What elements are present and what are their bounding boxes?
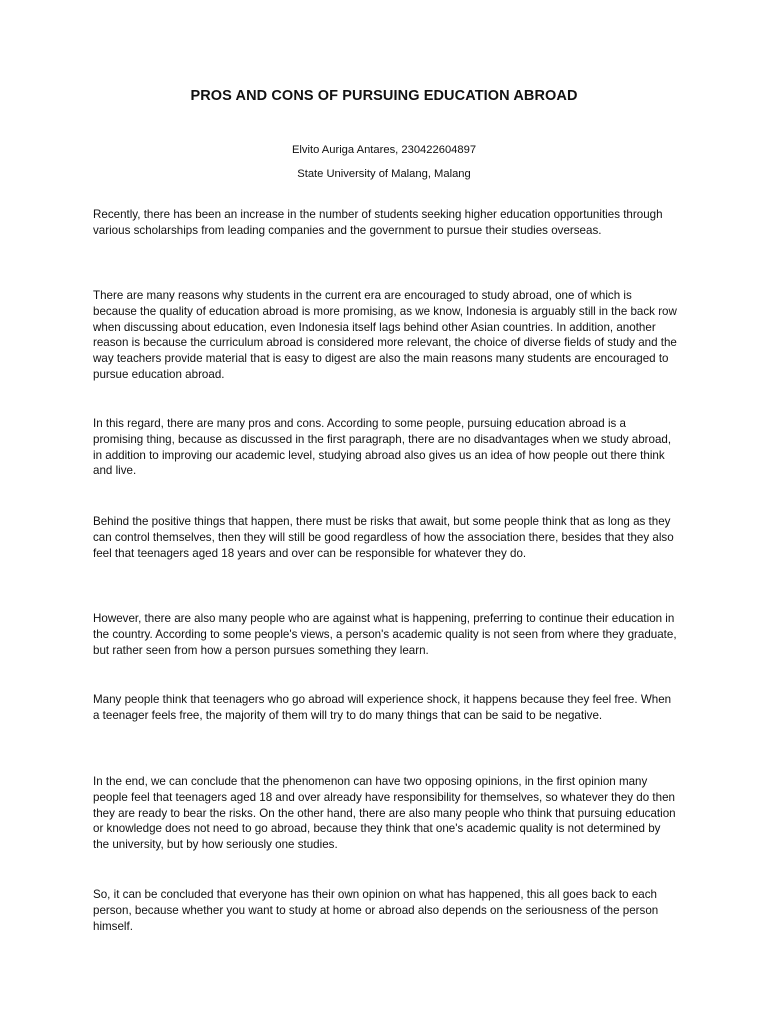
- paragraph-5: However, there are also many people who are against what is happening, preferring to continue their education in the country. According to some people's views, a person's academic quality is not seen from where they graduate, but rather seen from how a person pursues something they learn.: [93, 612, 677, 657]
- affiliation-line: State University of Malang, Malang: [297, 168, 471, 180]
- document-title: PROS AND CONS OF PURSUING EDUCATION ABROAD: [190, 88, 578, 104]
- paragraph-2: There are many reasons why students in the current era are encouraged to study abroad, one of which is because the quality of education abroad is more promising, as we know, Indonesia is arguably still in the back row when discussing about education, even Indonesia itself lags behind other Asian countries. In addition, another reason is because the curriculum abroad is considered more relevant, the choice of diverse fields of study and the way teachers provide material that is easy to digest are also the main reasons many students are encouraged to pursue education abroad.: [93, 289, 677, 381]
- paragraph-4: Behind the positive things that happen, there must be risks that await, but some people think that as long as they can control themselves, then they will still be good regardless of how the association there, besides that they also feel that teenagers aged 18 years and over can be responsible for whatever they do.: [93, 515, 674, 560]
- paragraph-1: Recently, there has been an increase in the number of students seeking higher education opportunities through various scholarships from leading companies and the government to pursue their studies overseas.: [93, 208, 663, 237]
- paragraph-6: Many people think that teenagers who go abroad will experience shock, it happens because they feel free. When a teenager feels free, the majority of them will try to do many things that can be said to be negative.: [93, 693, 672, 722]
- paragraph-8: So, it can be concluded that everyone has their own opinion on what has happened, this all goes back to each person, because whether you want to study at home or abroad also depends on the seriousness of the person himself.: [93, 888, 659, 933]
- author-line: Elvito Auriga Antares, 230422604897: [291, 144, 477, 156]
- paragraph-3: In this regard, there are many pros and cons. According to some people, pursuing education abroad is a promising thing, because as discussed in the first paragraph, there are no disadvantages when we study abroad, in addition to improving our academic level, studying abroad also gives us an idea of how people out there think and live.: [93, 417, 672, 478]
- paragraph-7: In the end, we can conclude that the phenomenon can have two opposing opinions, in the first opinion many people feel that teenagers aged 18 and over already have responsibility for themselves, so whatever they do then they are ready to bear the risks. On the other hand, there are also many people who think that pursuing education or knowledge does not need to go abroad, because they think that one's academic quality is not determined by the university, but by how seriously one studies.: [93, 775, 676, 852]
